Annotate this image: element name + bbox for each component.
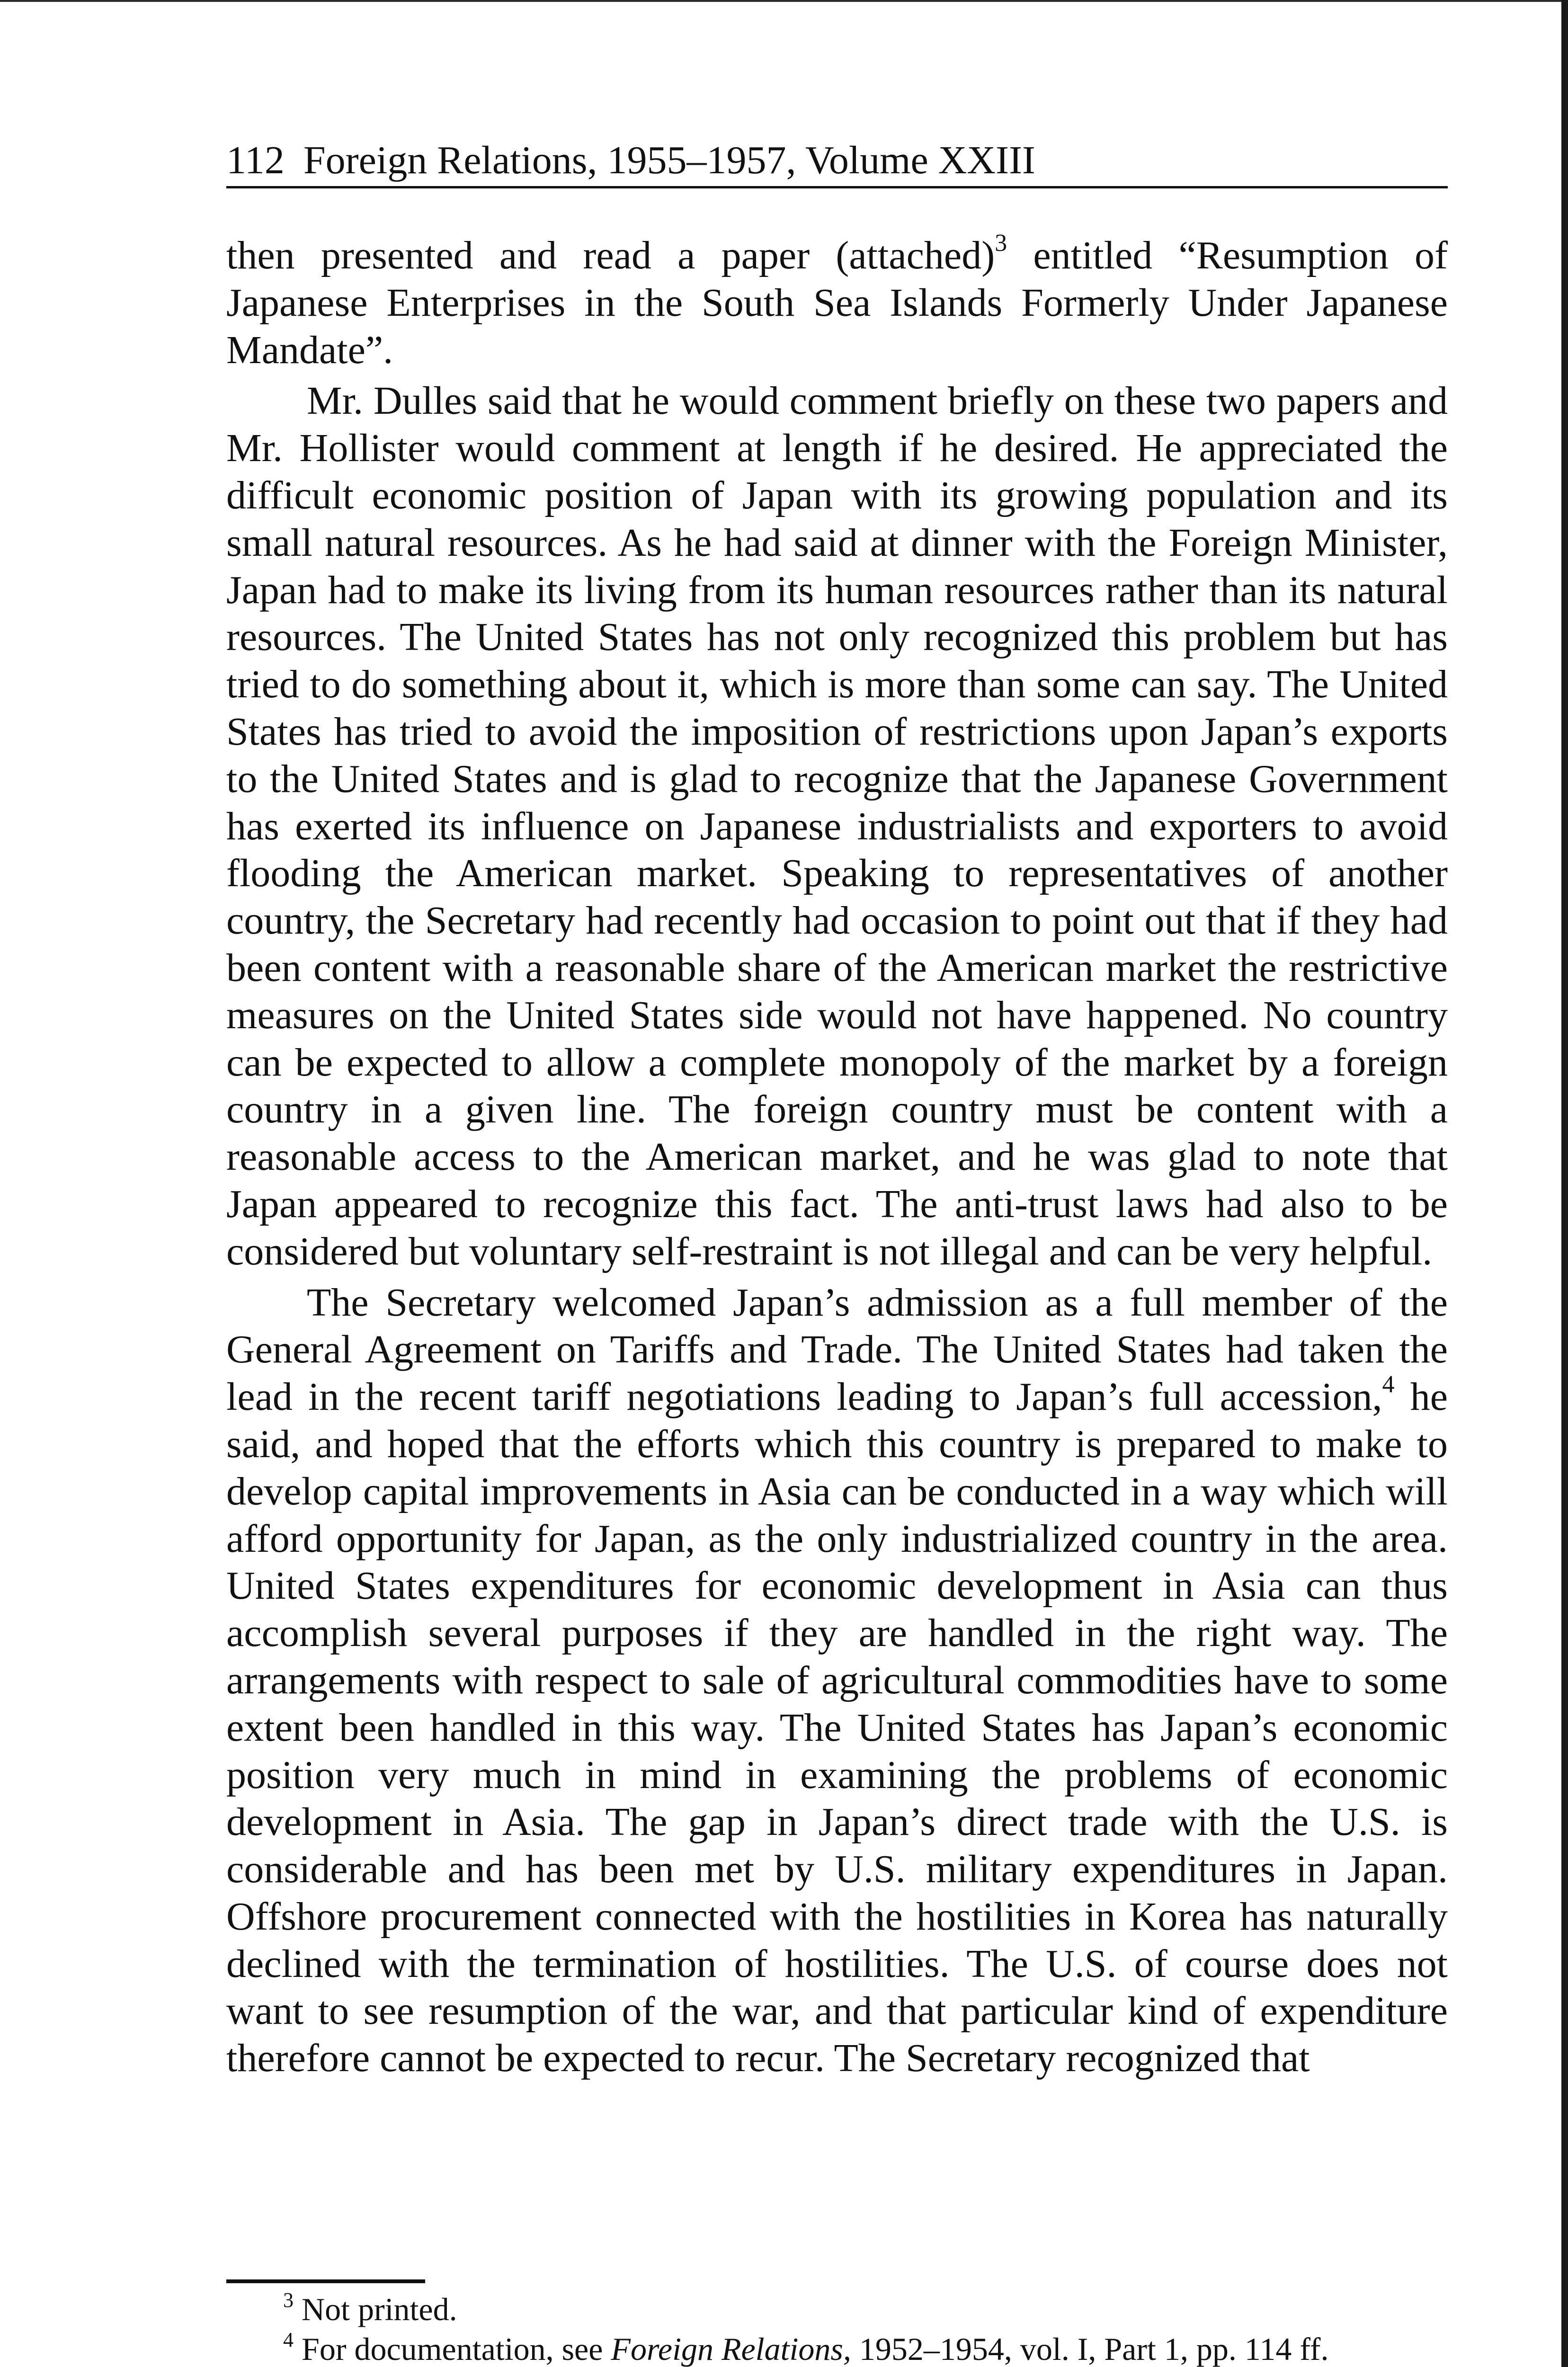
footnote-3-number: 3 [283, 2288, 294, 2312]
footnote-3 [283, 2289, 1419, 2329]
scan-edge-top [0, 0, 1568, 2]
footnote-ref-3: 3 [995, 230, 1007, 257]
footnote-4-text-a: For documentation, see [302, 2331, 611, 2367]
paragraph-3 [226, 1279, 1448, 2082]
paragraph-3-text-b: he said, and hoped that the efforts which this country is prepared to make to develop capital improvements in Asia can be conducted in a way which will afford opportunity for Japan, as the only industrialized country in the area. United States expenditures for economic development in Asia can thus accomplish several purposes if they are handled in the right way. The arrangements with respect to sale of agricultural commodities have to some extent been handled in this way. The United States has Japan’s economic position very much in mind in examining the problems of economic development in Asia. The gap in Japan’s direct trade with the U.S. is considerable and has been met by U.S. military expenditures in Japan. Offshore procurement connected with the hostilities in Korea has naturally declined with the termination of hostilities. The U.S. of course does not want to see resumption of the war, and that particular kind of expenditure therefore cannot be expected to recur. The Secretary recognized that [226, 1375, 1448, 2081]
paragraph-1-text-a: then presented and read a paper (attached) [226, 233, 995, 277]
body-text [226, 232, 1448, 2082]
footnote-rule [226, 2279, 425, 2283]
paragraph-1-text-b: entitled “Resumption of Japanese Enterprises in the South Sea Islands Formerly Under Japanese Mandate”. [226, 233, 1448, 372]
footnote-4-italic-title: Foreign Relations, [611, 2331, 851, 2367]
scan-edge-right [1561, 0, 1568, 2367]
paragraph-2: Mr. Dulles said that he would comment briefly on these two papers and Mr. Hollister would comment at length if he desired. He appreciated the difficult economic position of Japan with its growing population and its small natural resources. As he had said at dinner with the Foreign Minister, Japan had to make its living from its human resources rather than its natural resources. The United States has not only recognized this problem but has tried to do something about it, which is more than some can say. The United States has tried to avoid the imposition of restrictions upon Japan’s exports to the United States and is glad to recognize that the Japanese Government has exerted its influence on Japanese industrialists and exporters to avoid flooding the American market. Speaking to representatives of another country, the Secretary had recently had occasion to point out that if they had been content with a reasonable share of the American market the restrictive measures on the United States side would not have happened. No country can be expected to allow a complete monopoly of the market by a foreign country in a given line. The foreign country must be content with a reasonable access to the American market, and he was glad to note that Japan appeared to recognize this fact. The anti-trust laws had also to be considered but voluntary self-restraint is not illegal and can be very helpful. [226, 379, 1448, 1273]
running-title: Foreign Relations, 1955–1957, Volume XXIII [303, 138, 1036, 182]
footnote-ref-4: 4 [1382, 1371, 1395, 1398]
running-head [226, 135, 1448, 188]
paragraph-1 [226, 232, 1448, 374]
footnote-4-number: 4 [283, 2328, 294, 2352]
page-number: 112 [226, 138, 285, 182]
footnote-4 [283, 2329, 1419, 2367]
footnotes [283, 2289, 1419, 2367]
footnote-4-text-b: 1952–1954, vol. I, Part 1, pp. 114 ff. [851, 2331, 1329, 2367]
footnote-3-text: Not printed. [302, 2291, 457, 2327]
paragraph-3-text-a: The Secretary welcomed Japan’s admission as a full member of the General Agreement on Tariffs and Trade. The United States had taken the lead in the recent tariff negotiations leading to Japan’s full accession, [226, 1280, 1448, 1419]
